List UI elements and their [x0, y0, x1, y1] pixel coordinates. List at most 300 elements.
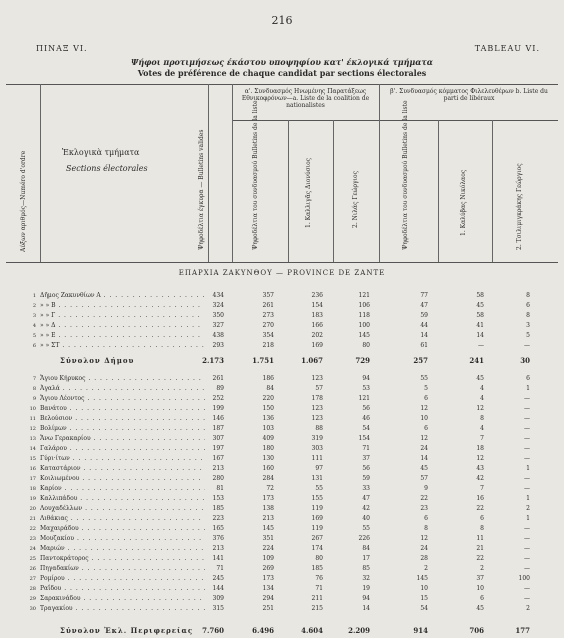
cell-value: 8 [526, 292, 530, 299]
header-sections-greek: Ἐκλογικὰ τμήματα [62, 148, 140, 157]
col-divider [40, 84, 41, 262]
cell-value: 6 [424, 425, 428, 432]
cell-value: 54 [362, 425, 370, 432]
table-row [0, 544, 564, 554]
col-divider [333, 120, 334, 262]
cell-value: 10 [476, 585, 484, 592]
cell-value: 54 [420, 605, 428, 612]
cell-value: 376 [212, 535, 224, 542]
cell-value: 729 [355, 356, 370, 365]
col-divider [438, 120, 439, 262]
row-number: 8 [32, 386, 36, 392]
cell-value: 37 [476, 575, 484, 582]
cell-value: 88 [315, 425, 323, 432]
row-number: 18 [29, 486, 36, 492]
cell-value: 100 [518, 575, 530, 582]
cell-value: 12 [420, 435, 428, 442]
cell-value: 241 [469, 356, 484, 365]
row-number: 12 [29, 426, 36, 432]
cell-value: 18 [476, 445, 484, 452]
cell-value: 3 [526, 322, 530, 329]
cell-value: — [524, 585, 530, 592]
col-divider [232, 84, 233, 262]
col-divider [208, 84, 209, 262]
cell-value: 6 [526, 302, 530, 309]
cell-value: 9 [424, 485, 428, 492]
header-sections-french: Sections électorales [66, 164, 148, 173]
subtotal-row [0, 354, 564, 368]
cell-value: 45 [420, 465, 428, 472]
cell-value: 71 [216, 565, 224, 572]
table-row [0, 524, 564, 534]
cell-value: 245 [212, 575, 224, 582]
cell-value: 45 [476, 605, 484, 612]
cell-value: — [524, 545, 530, 552]
cell-value: 354 [262, 332, 274, 339]
cell-value: 4 [480, 395, 484, 402]
cell-value: 706 [469, 626, 484, 635]
row-number: 21 [29, 516, 36, 522]
table-row [0, 474, 564, 484]
cell-value: 154 [358, 435, 370, 442]
row-number: 14 [29, 446, 36, 452]
cell-value: 32 [362, 575, 370, 582]
cell-value: 103 [262, 425, 274, 432]
section-name: Ἄγιου Λέοντος . . . [40, 394, 205, 404]
table-row [0, 384, 564, 394]
cell-value: 94 [362, 375, 370, 382]
cell-value: 166 [311, 322, 323, 329]
row-number: 19 [29, 496, 36, 502]
cell-value: 169 [311, 515, 323, 522]
cell-value: 45 [476, 302, 484, 309]
cell-value: 251 [262, 605, 274, 612]
cell-value: 14 [420, 332, 428, 339]
cell-value: 71 [362, 445, 370, 452]
section-name: Ἄνω Γερακαρίου . . . [40, 434, 205, 444]
section-name: » » ΣΤ . . . [40, 341, 205, 351]
section-name: Πηγαδακίων . . . [40, 564, 205, 574]
cell-value: 269 [262, 565, 274, 572]
header-valid-ballots: Ψηφοδέλτια έγκυρα — Bulletins valides [198, 129, 205, 250]
cell-value: — [524, 405, 530, 412]
cell-value: 1 [526, 385, 530, 392]
section-name: Κοιλιωμένου . . . [40, 474, 205, 484]
cell-value: 89 [216, 385, 224, 392]
cell-value: 185 [212, 505, 224, 512]
cell-value: 119 [311, 505, 323, 512]
table-row [0, 554, 564, 564]
total-label: Σύνολον Δήμου [60, 356, 135, 365]
table-row [0, 604, 564, 614]
cell-value: 180 [262, 445, 274, 452]
cell-value: — [524, 525, 530, 532]
cell-value: 293 [212, 342, 224, 349]
cell-value: 94 [362, 595, 370, 602]
cell-value: 134 [262, 585, 274, 592]
cell-value: 5 [526, 332, 530, 339]
cell-value: 186 [262, 375, 274, 382]
cell-value: 257 [413, 356, 428, 365]
col-divider [379, 84, 380, 262]
row-number: 3 [32, 313, 36, 319]
cell-value: 56 [362, 405, 370, 412]
cell-value: — [524, 475, 530, 482]
row-number: 9 [32, 396, 36, 402]
cell-value: 252 [212, 395, 224, 402]
cell-value: 11 [476, 535, 484, 542]
table-row [0, 484, 564, 494]
cell-value: 173 [262, 495, 274, 502]
row-number: 24 [29, 546, 36, 552]
cell-value: 178 [311, 395, 323, 402]
page-number: 216 [271, 14, 293, 27]
title-greek: Ψήφοι προτιμήσεως έκάστου υποψηφίου κατ' έκλογικά τμήματα [131, 57, 433, 67]
cell-value: 76 [315, 575, 323, 582]
title-french: Votes de préférence de chaque candidat par sections électorales [137, 68, 427, 78]
cell-value: 45 [476, 375, 484, 382]
cell-value: 33 [362, 485, 370, 492]
cell-value: — [524, 485, 530, 492]
cell-value: 169 [311, 342, 323, 349]
cell-value: 59 [362, 475, 370, 482]
cell-value: 223 [212, 515, 224, 522]
cell-value: 350 [212, 312, 224, 319]
table-row [0, 574, 564, 584]
section-name: Καρίον . . . [40, 484, 205, 494]
table-row [0, 321, 564, 331]
row-number: 26 [29, 566, 36, 572]
cell-value: 119 [311, 525, 323, 532]
cell-value: 303 [311, 445, 323, 452]
section-name: Δῆμος Ζακυνθίων Α . . . [40, 291, 205, 301]
table-row [0, 404, 564, 414]
cell-value: 28 [420, 555, 428, 562]
cell-value: — [524, 455, 530, 462]
row-number: 28 [29, 586, 36, 592]
table-row [0, 494, 564, 504]
cell-value: 218 [262, 342, 274, 349]
cell-value: 215 [311, 605, 323, 612]
header-group-b-list: Ψηφοδέλτια του συνδυασμού Bulletins de la liste [402, 100, 409, 250]
cell-value: 914 [413, 626, 428, 635]
cell-value: 10 [420, 415, 428, 422]
col-divider [288, 120, 289, 262]
group-a-header: α'. Συνδυασμός Ηνωμένης Παρατάξεως Εθνικοφρόνων—a. Liste de la coalition de nationalistes [241, 88, 370, 109]
cell-value: 177 [515, 626, 530, 635]
cell-value: 187 [212, 425, 224, 432]
cell-value: 8 [480, 415, 484, 422]
cell-value: 284 [262, 475, 274, 482]
row-number: 16 [29, 466, 36, 472]
cell-value: 236 [311, 292, 323, 299]
header-bottom-rule [6, 262, 558, 263]
cell-value: 167 [212, 455, 224, 462]
cell-value: 58 [476, 312, 484, 319]
cell-value: 55 [315, 485, 323, 492]
cell-value: 85 [362, 565, 370, 572]
cell-value: 111 [311, 455, 323, 462]
cell-value: 6.496 [252, 626, 274, 635]
table-row [0, 341, 564, 351]
header-group-a-list: Ψηφοδέλτια του συνδυασμού Bulletins de la liste [252, 100, 259, 250]
cell-value: 12 [476, 455, 484, 462]
cell-value: 30 [520, 356, 530, 365]
table-row [0, 454, 564, 464]
row-number: 29 [29, 596, 36, 602]
table-row [0, 394, 564, 404]
cell-value: 16 [476, 495, 484, 502]
cell-value: 434 [212, 292, 224, 299]
cell-value: 121 [358, 395, 370, 402]
cell-value: 307 [212, 435, 224, 442]
cell-value: 46 [362, 415, 370, 422]
cell-value: 145 [358, 332, 370, 339]
cell-value: 5 [424, 385, 428, 392]
cell-value: 220 [262, 395, 274, 402]
table-row [0, 291, 564, 301]
section-name: Λουχαδέλλων . . . [40, 504, 205, 514]
table-row [0, 444, 564, 454]
row-number: 15 [29, 456, 36, 462]
section-name: Γαλάρου . . . [40, 444, 205, 454]
province-heading: ΕΠΑΡΧΙΑ ΖΑΚΥΝΘΟΥ — PROVINCE DE ZANTE [178, 269, 386, 277]
row-number: 20 [29, 506, 36, 512]
cell-value: 21 [476, 545, 484, 552]
header-group-a-candidate-1: 1. Καλλιγᾶς Διονύσιος [305, 157, 312, 228]
section-name: Λιθάκιας . . . [40, 514, 205, 524]
table-row [0, 331, 564, 341]
cell-value: 409 [262, 435, 274, 442]
section-name: Μαριών . . . [40, 544, 205, 554]
cell-value: 138 [262, 505, 274, 512]
row-number: 22 [29, 526, 36, 532]
header-group-b-candidate-1: 1. Καλύβας Νικόλαος [460, 169, 467, 236]
section-name: Μαχαιράδου . . . [40, 524, 205, 534]
cell-value: 121 [358, 292, 370, 299]
cell-value: 72 [266, 485, 274, 492]
cell-value: 197 [212, 445, 224, 452]
cell-value: 80 [362, 342, 370, 349]
cell-value: 4 [480, 425, 484, 432]
cell-value: 61 [420, 342, 428, 349]
table-row [0, 311, 564, 321]
cell-value: 123 [311, 405, 323, 412]
cell-value: 41 [476, 322, 484, 329]
cell-value: 22 [476, 555, 484, 562]
cell-value: 12 [420, 535, 428, 542]
cell-value: 1.751 [252, 356, 274, 365]
table-row [0, 434, 564, 444]
cell-value: 77 [420, 292, 428, 299]
cell-value: 173 [262, 575, 274, 582]
row-number: 10 [29, 406, 36, 412]
cell-value: 144 [212, 585, 224, 592]
cell-value: 183 [311, 312, 323, 319]
cell-value: 97 [315, 465, 323, 472]
cell-value: 213 [262, 515, 274, 522]
cell-value: 22 [476, 505, 484, 512]
row-number: 27 [29, 576, 36, 582]
table-row [0, 514, 564, 524]
table-row [0, 374, 564, 384]
section-name: Βολίμων . . . [40, 424, 205, 434]
section-name: Ρομίρου . . . [40, 574, 205, 584]
cell-value: 47 [362, 495, 370, 502]
cell-value: 213 [212, 545, 224, 552]
cell-value: 14 [362, 605, 370, 612]
cell-value: 294 [262, 595, 274, 602]
table-label-greek: ΠΙΝΑΞ VI. [36, 44, 88, 53]
cell-value: 8 [480, 525, 484, 532]
cell-value: 131 [311, 475, 323, 482]
section-name: Μουζακίου . . . [40, 534, 205, 544]
cell-value: 14 [476, 332, 484, 339]
cell-value: 154 [311, 302, 323, 309]
cell-value: 19 [362, 585, 370, 592]
cell-value: 130 [262, 455, 274, 462]
cell-value: 136 [262, 415, 274, 422]
cell-value: 270 [262, 322, 274, 329]
cell-value: 71 [315, 585, 323, 592]
section-name: » » Β . . . [40, 301, 205, 311]
cell-value: 12 [476, 405, 484, 412]
cell-value: 145 [416, 575, 428, 582]
section-name: » » Ε . . . [40, 331, 205, 341]
cell-value: 160 [262, 465, 274, 472]
row-number: 1 [32, 293, 36, 299]
cell-value: 4 [480, 385, 484, 392]
cell-value: 100 [358, 322, 370, 329]
cell-value: 155 [311, 495, 323, 502]
cell-value: 319 [311, 435, 323, 442]
cell-value: 4.604 [301, 626, 323, 635]
cell-value: 309 [212, 595, 224, 602]
cell-value: 109 [262, 555, 274, 562]
cell-value: 57 [420, 475, 428, 482]
cell-value: 24 [420, 545, 428, 552]
cell-value: 6 [480, 595, 484, 602]
cell-value: 185 [311, 565, 323, 572]
row-number: 25 [29, 556, 36, 562]
cell-value: 438 [212, 332, 224, 339]
cell-value: 2 [526, 605, 530, 612]
row-number: 17 [29, 476, 36, 482]
subtotal-row [0, 624, 564, 638]
cell-value: 146 [212, 415, 224, 422]
section-name: » » Δ . . . [40, 321, 205, 331]
cell-value: 106 [358, 302, 370, 309]
cell-value: 43 [476, 465, 484, 472]
cell-value: 47 [420, 302, 428, 309]
cell-value: 267 [311, 535, 323, 542]
cell-value: 7 [480, 485, 484, 492]
cell-value: 280 [212, 475, 224, 482]
cell-value: 324 [212, 302, 224, 309]
cell-value: 118 [358, 312, 370, 319]
row-number: 6 [32, 343, 36, 349]
row-number: 13 [29, 436, 36, 442]
cell-value: 226 [358, 535, 370, 542]
row-number: 2 [32, 303, 36, 309]
cell-value: — [524, 555, 530, 562]
cell-value: 58 [476, 292, 484, 299]
cell-value: 211 [311, 595, 323, 602]
cell-value: 15 [420, 595, 428, 602]
cell-value: 1.067 [301, 356, 323, 365]
cell-value: 6 [526, 375, 530, 382]
cell-value: 150 [262, 405, 274, 412]
cell-value: 327 [212, 322, 224, 329]
cell-value: 273 [262, 312, 274, 319]
cell-value: 42 [362, 505, 370, 512]
cell-value: 261 [212, 375, 224, 382]
row-number: 7 [32, 376, 36, 382]
cell-value: — [524, 435, 530, 442]
cell-value: 14 [420, 455, 428, 462]
table-row [0, 414, 564, 424]
cell-value: 174 [311, 545, 323, 552]
cell-value: 59 [420, 312, 428, 319]
section-name: Σαρακινάδου . . . [40, 594, 205, 604]
cell-value: 2.209 [348, 626, 370, 635]
cell-value: 153 [212, 495, 224, 502]
cell-value: 123 [311, 415, 323, 422]
cell-value: 2 [526, 505, 530, 512]
table-row [0, 564, 564, 574]
cell-value: — [524, 395, 530, 402]
section-name: Γύρι·ίτων . . . [40, 454, 205, 464]
cell-value: 44 [420, 322, 428, 329]
section-name: Ἄγιου Κήρυκος . . . [40, 374, 205, 384]
section-name: Βελούσιον . . . [40, 414, 205, 424]
cell-value: 145 [262, 525, 274, 532]
section-name: Καλλιπάδου . . . [40, 494, 205, 504]
cell-value: 84 [362, 545, 370, 552]
cell-value: — [524, 565, 530, 572]
cell-value: 6 [424, 515, 428, 522]
cell-value: 2.173 [202, 356, 224, 365]
section-name: Ἀγαλά . . . [40, 384, 205, 394]
total-label: Σύνολον Ἐκλ. Περιφερείας [60, 626, 194, 635]
section-name: Τραγακίου . . . [40, 604, 205, 614]
cell-value: 1 [526, 465, 530, 472]
cell-value: 80 [315, 555, 323, 562]
cell-value: 56 [362, 465, 370, 472]
cell-value: 23 [420, 505, 428, 512]
cell-value: 1 [526, 495, 530, 502]
cell-value: — [524, 535, 530, 542]
cell-value: 224 [262, 545, 274, 552]
cell-value: 42 [476, 475, 484, 482]
cell-value: 7.760 [202, 626, 224, 635]
cell-value: 53 [362, 385, 370, 392]
table-row [0, 424, 564, 434]
cell-value: 17 [362, 555, 370, 562]
table-row [0, 464, 564, 474]
cell-value: 1 [526, 515, 530, 522]
cell-value: — [524, 595, 530, 602]
header-group-a-candidate-2: 2. Νιλάς Γεώργιος [352, 171, 359, 228]
cell-value: 202 [311, 332, 323, 339]
cell-value: 6 [424, 395, 428, 402]
cell-value: 12 [420, 405, 428, 412]
cell-value: 199 [212, 405, 224, 412]
cell-value: 165 [212, 525, 224, 532]
cell-value: 57 [315, 385, 323, 392]
cell-value: 213 [212, 465, 224, 472]
cell-value: 2 [424, 565, 428, 572]
